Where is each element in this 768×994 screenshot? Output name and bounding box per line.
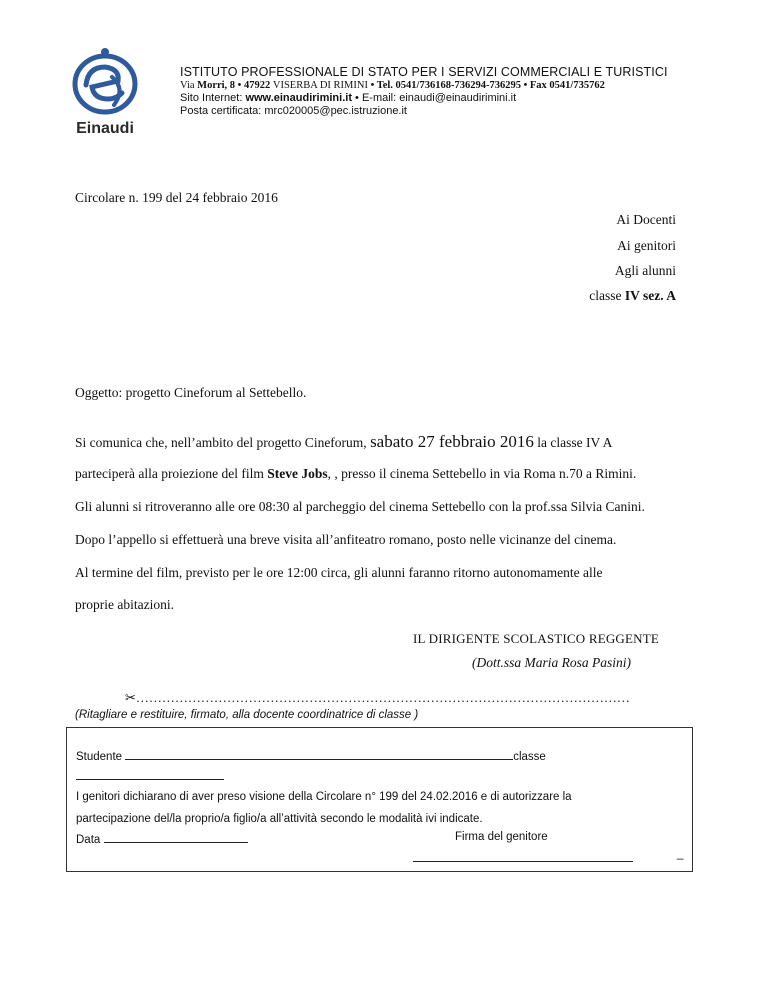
body-text: parteciperà alla proiezione del film: [75, 466, 268, 481]
logo-e-icon: [75, 48, 135, 112]
data-row: [76, 831, 248, 846]
classe-prefix: classe: [589, 288, 625, 303]
data-label: Data: [76, 834, 104, 846]
body-paragraph-6: proprie abitazioni.: [75, 597, 174, 612]
web-label: Sito Internet:: [180, 92, 246, 104]
classe-label: classe: [513, 751, 546, 763]
email-text: • E-mail: einaudi@einaudirimini.it: [351, 92, 517, 104]
body-paragraph-4: Dopo l’appello si effettuerà una breve visita all’anfiteatro romano, posto nelle vicinanze del cinema.: [75, 532, 617, 547]
address-city: VISERBA DI RIMINI: [272, 80, 368, 91]
addressee-alunni: Agli alunni: [614, 263, 676, 278]
address-contacts: • Tel. 0541/736168-736294-736295 • Fax 0541/735762: [367, 80, 605, 91]
address-street: Morri, 8 • 47922: [197, 80, 273, 91]
studente-field[interactable]: [125, 748, 513, 760]
classe-value: IV sez. A: [624, 288, 676, 303]
firma-row: [413, 850, 633, 865]
body-paragraph-5: Al termine del film, previsto per le ore 12:00 circa, gli alunni faranno ritorno autonomamente alle: [75, 565, 603, 580]
addressee-docenti: Ai Docenti: [616, 212, 676, 227]
return-slip: [66, 727, 693, 872]
film-title: Steve Jobs: [267, 466, 328, 481]
institute-header: [180, 66, 668, 118]
addressee-classe: [589, 288, 676, 304]
subject-line: Oggetto: progetto Cineforum al Settebello.: [75, 385, 307, 400]
cut-dots: ……………………………………………………………………………………………………: [135, 690, 630, 705]
studente-label: Studente: [76, 751, 126, 763]
website-link[interactable]: www.einaudirimini.it: [245, 92, 352, 104]
scissors-icon: ✂: [125, 690, 136, 705]
body-paragraph-3: Gli alunni si ritroveranno alle ore 08:30 al parcheggio del cinema Settebello con la prof.ssa Silvia Canini.: [75, 499, 645, 514]
classe-row: [76, 768, 224, 783]
cut-line: [125, 690, 630, 706]
event-date: sabato 27 febbraio 2016: [370, 432, 534, 451]
body-text: , , presso il cinema Settebello in via Roma n.70 a Rimini.: [327, 466, 637, 481]
body-text: la classe IV A: [533, 435, 613, 450]
institute-name: ISTITUTO PROFESSIONALE DI STATO PER I SERVIZI COMMERCIALI E TURISTICI: [180, 65, 668, 79]
studente-row: [76, 748, 546, 763]
declaration-line-1: I genitori dichiarano di aver preso visione della Circolare n° 199 del 24.02.2016 e di autorizzare la: [76, 791, 572, 803]
data-field[interactable]: [104, 831, 248, 843]
firma-label: Firma del genitore: [455, 831, 548, 843]
classe-field[interactable]: [76, 768, 224, 780]
body-paragraph-1: [75, 432, 612, 452]
signature-name: (Dott.ssa Maria Rosa Pasini): [472, 655, 632, 670]
addressee-genitori: Ai genitori: [617, 238, 676, 253]
firma-field[interactable]: [413, 850, 633, 862]
cut-instructions: (Ritagliare e restituire, firmato, alla docente coordinatrice di classe ): [75, 709, 419, 721]
signature-title: IL DIRIGENTE SCOLASTICO REGGENTE: [413, 631, 660, 646]
declaration-line-2: partecipazione del/la proprio/a figlio/a all’attività secondo le modalità ivi indicate.: [76, 813, 483, 825]
logo-text: Einaudi: [76, 120, 134, 137]
einaudi-logo: [68, 47, 142, 139]
institute-web: [180, 92, 668, 105]
trailing-underscore: _: [677, 848, 684, 860]
address-prefix: Via: [180, 80, 198, 91]
body-paragraph-2: [75, 466, 636, 482]
institute-pec: Posta certificata: mrc020005@pec.istruzione.it: [180, 105, 407, 117]
institute-address: [180, 79, 668, 92]
circolare-number: Circolare n. 199 del 24 febbraio 2016: [75, 190, 278, 205]
body-text: Si comunica che, nell’ambito del progetto Cineforum,: [75, 435, 371, 450]
